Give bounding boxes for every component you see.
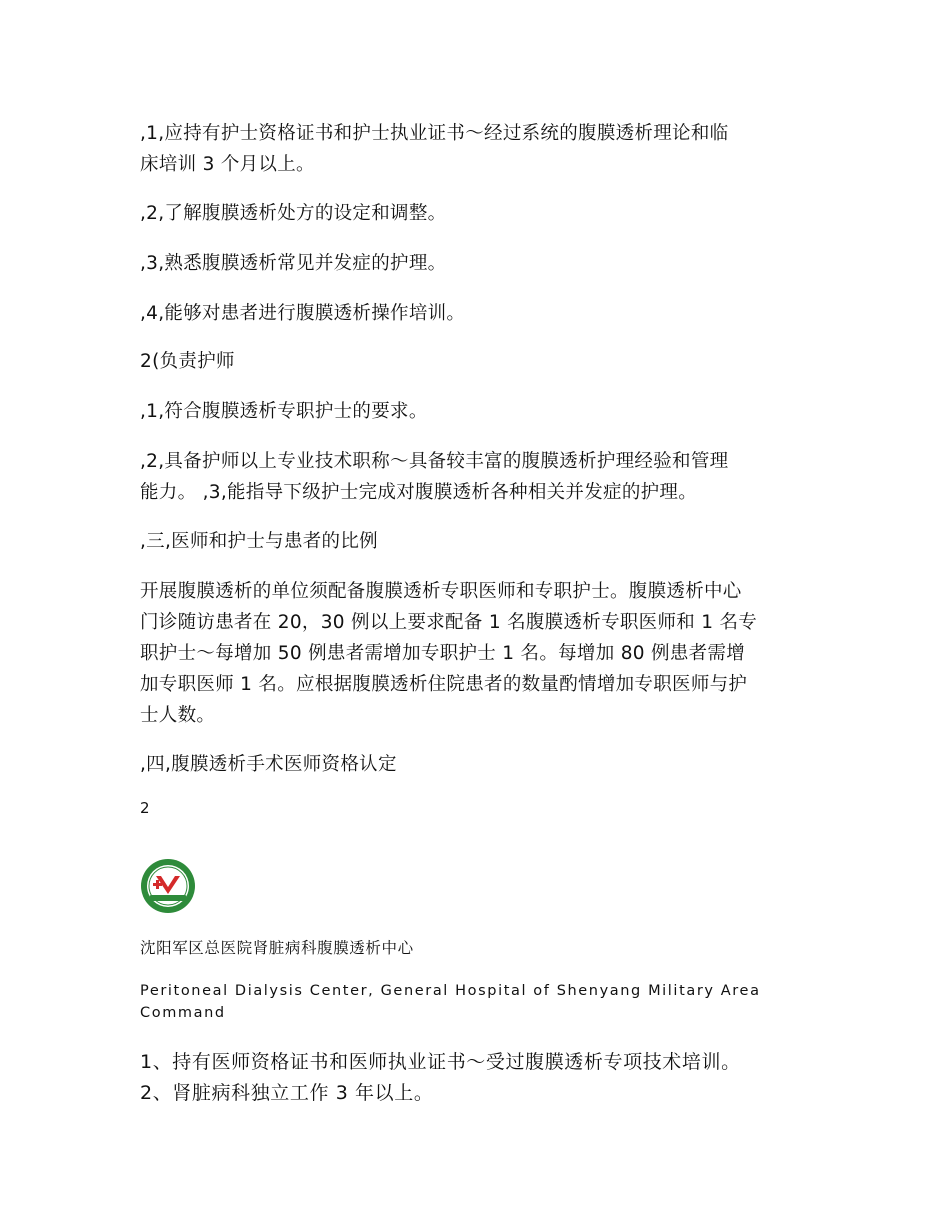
section-heading-surgeon-qualification <box>140 749 820 780</box>
text-line: 床培训 3 个月以上。 <box>140 154 315 175</box>
list-item-doctor-qualification-1: 1、持有医师资格证书和医师执业证书～受过腹膜透析专项技术培训。 <box>140 1051 741 1073</box>
paragraph-nurse-qualification-4 <box>140 298 820 329</box>
text-line: 门诊随访患者在 20，30 例以上要求配备 1 名腹膜透析专职医师和 1 名专 <box>140 612 758 633</box>
page-number: 2 <box>140 799 150 817</box>
text-line: 开展腹膜透析的单位须配备腹膜透析专职医师和专职护士。腹膜透析中心 <box>140 581 742 602</box>
paragraph-head-nurse-2 <box>140 446 820 508</box>
paragraph-nurse-qualification-2 <box>140 198 820 229</box>
section-heading-head-nurse <box>140 346 820 377</box>
hospital-emblem-icon <box>140 858 196 914</box>
paragraph-nurse-qualification-3 <box>140 248 820 279</box>
text-line: ,2,具备护师以上专业技术职称～具备较丰富的腹膜透析护理经验和管理 <box>140 451 729 472</box>
text-line: ,1,符合腹膜透析专职护士的要求。 <box>140 401 428 422</box>
text-line: ,1,应持有护士资格证书和护士执业证书～经过系统的腹膜透析理论和临 <box>140 123 729 144</box>
list-item-doctor-qualification-2: 2、肾脏病科独立工作 3 年以上。 <box>140 1082 434 1104</box>
text-line: 职护士～每增加 50 例患者需增加专职护士 1 名。每增加 80 例患者需增 <box>140 643 746 664</box>
organization-name-english <box>140 980 780 1024</box>
paragraph-nurse-qualification-1 <box>140 118 820 180</box>
section-heading-staff-ratio <box>140 526 820 557</box>
organization-name-chinese: 沈阳军区总医院肾脏病科腹膜透析中心 <box>140 939 414 957</box>
text-line: Command <box>140 1005 226 1021</box>
text-line: 2(负责护师 <box>140 351 235 372</box>
text-line: ,2,了解腹膜透析处方的设定和调整。 <box>140 203 447 224</box>
text-line: 加专职医师 1 名。应根据腹膜透析住院患者的数量酌情增加专职医师与护 <box>140 674 748 695</box>
text-line: 士人数。 <box>140 705 216 726</box>
text-line: ,4,能够对患者进行腹膜透析操作培训。 <box>140 303 466 324</box>
text-line: 能力。 ,3,能指导下级护士完成对腹膜透析各种相关并发症的护理。 <box>140 482 698 503</box>
paragraph-staff-ratio <box>140 576 820 731</box>
text-line: Peritoneal Dialysis Center, General Hospital of Shenyang Military Area <box>140 983 761 999</box>
text-line: ,四,腹膜透析手术医师资格认定 <box>140 754 397 775</box>
text-line: ,3,熟悉腹膜透析常见并发症的护理。 <box>140 253 447 274</box>
text-line: ,三,医师和护士与患者的比例 <box>140 531 378 552</box>
paragraph-head-nurse-1 <box>140 396 820 427</box>
